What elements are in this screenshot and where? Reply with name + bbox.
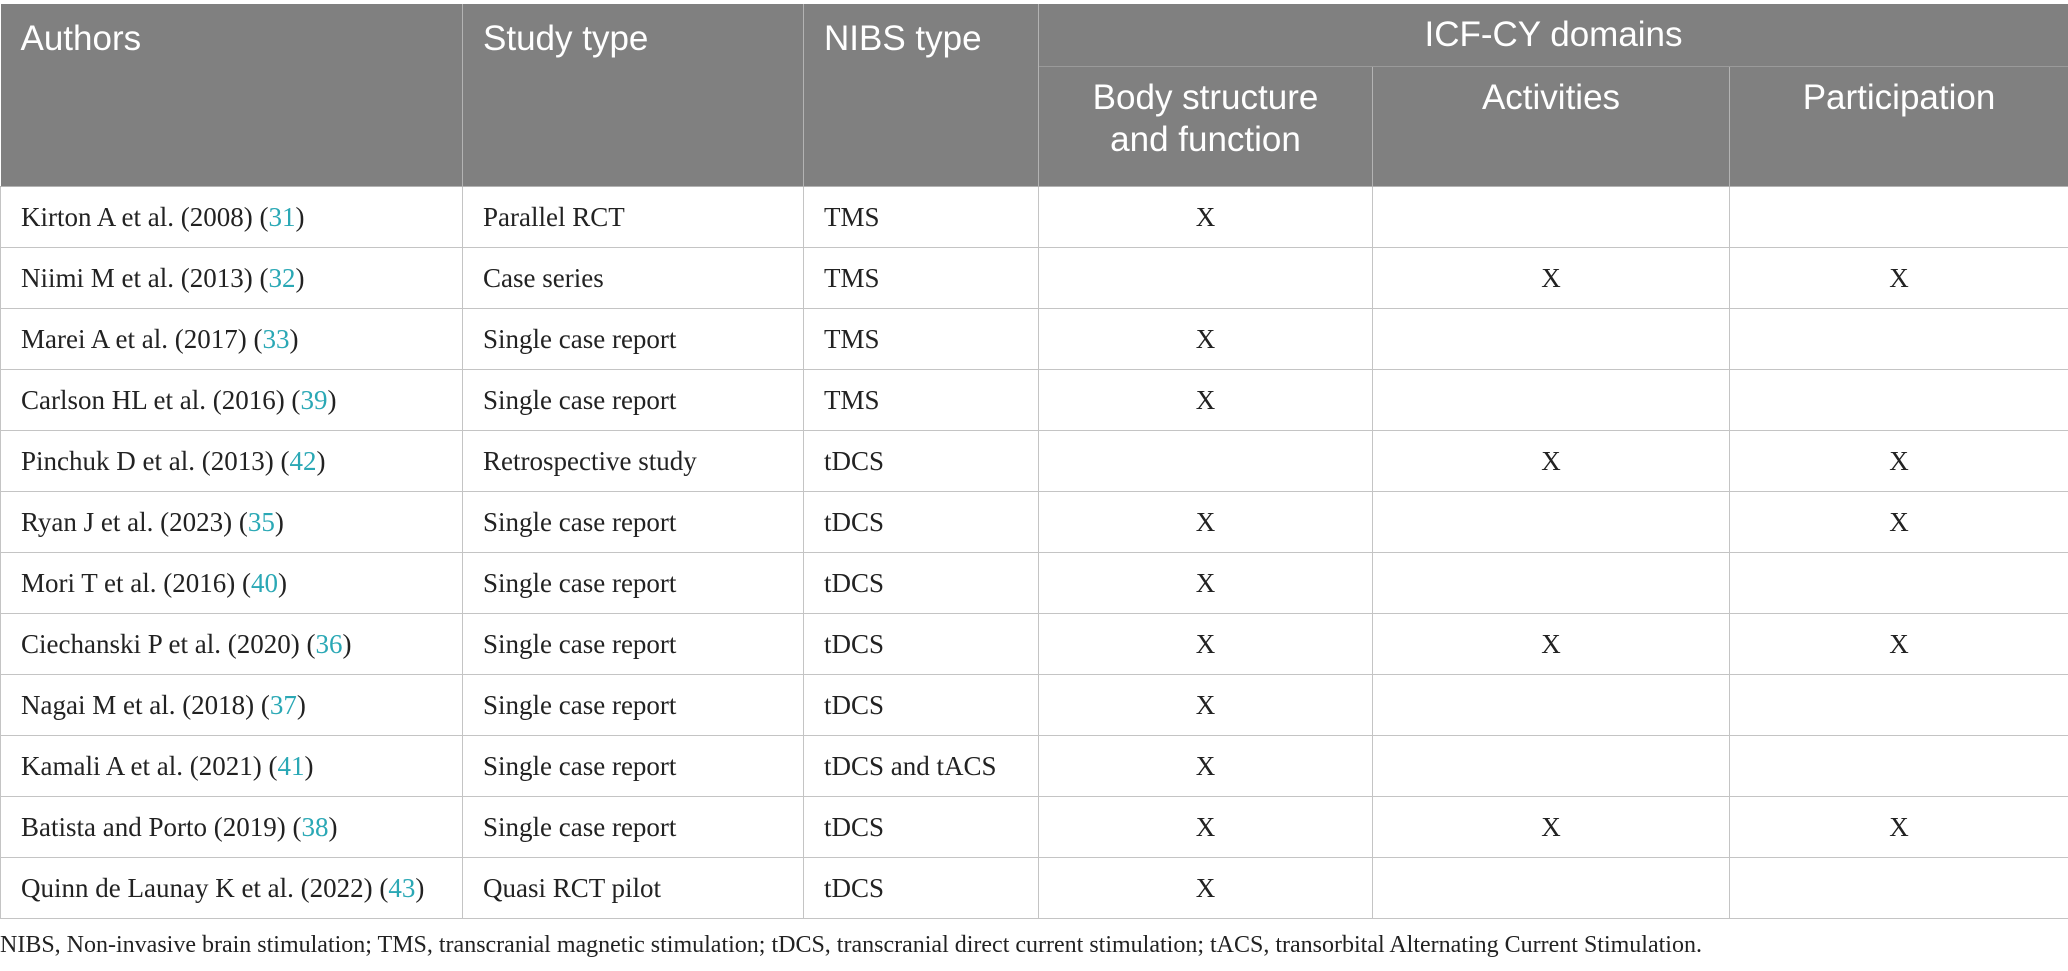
header-participation: Participation <box>1730 67 2068 187</box>
table-row <box>1 309 2068 370</box>
cell-nibs-type: tDCS <box>804 492 1039 553</box>
table-row <box>1 736 2068 797</box>
reference-link[interactable]: 36 <box>315 628 343 659</box>
cell-study-type: Single case report <box>463 675 804 736</box>
author-close-paren: ) <box>289 323 299 354</box>
cell-study-type: Single case report <box>463 309 804 370</box>
cell-author <box>1 553 463 614</box>
header-activities: Activities <box>1373 67 1730 187</box>
author-close-paren: ) <box>316 445 326 476</box>
cell-body-structure: X <box>1039 309 1373 370</box>
reference-link[interactable]: 33 <box>262 323 290 354</box>
cell-author <box>1 614 463 675</box>
author-close-paren: ) <box>304 750 314 781</box>
cell-nibs-type: TMS <box>804 248 1039 309</box>
cell-study-type: Single case report <box>463 736 804 797</box>
cell-study-type: Quasi RCT pilot <box>463 858 804 919</box>
cell-body-structure: X <box>1039 675 1373 736</box>
cell-participation <box>1730 736 2068 797</box>
cell-participation <box>1730 858 2068 919</box>
cell-author <box>1 858 463 919</box>
author-close-paren: ) <box>327 384 337 415</box>
table-row <box>1 614 2068 675</box>
cell-study-type: Single case report <box>463 797 804 858</box>
reference-link[interactable]: 43 <box>388 872 416 903</box>
cell-participation: X <box>1730 797 2068 858</box>
header-body-line2: and function <box>1110 120 1301 160</box>
table-row <box>1 248 2068 309</box>
author-text: Mori T et al. (2016) ( <box>21 567 251 598</box>
cell-nibs-type: tDCS <box>804 858 1039 919</box>
cell-author <box>1 309 463 370</box>
header-authors: Authors <box>1 4 463 187</box>
table-row <box>1 492 2068 553</box>
cell-author <box>1 797 463 858</box>
cell-participation <box>1730 553 2068 614</box>
cell-nibs-type: tDCS <box>804 431 1039 492</box>
author-text: Kirton A et al. (2008) ( <box>21 201 269 232</box>
author-close-paren: ) <box>277 567 287 598</box>
author-close-paren: ) <box>415 872 425 903</box>
table-row <box>1 553 2068 614</box>
cell-participation <box>1730 675 2068 736</box>
reference-link[interactable]: 37 <box>269 689 297 720</box>
author-close-paren: ) <box>295 201 305 232</box>
cell-nibs-type: tDCS <box>804 675 1039 736</box>
cell-activities: X <box>1373 248 1730 309</box>
author-close-paren: ) <box>342 628 352 659</box>
author-text: Ciechanski P et al. (2020) ( <box>21 628 316 659</box>
table-row <box>1 187 2068 248</box>
author-close-paren: ) <box>295 262 305 293</box>
reference-link[interactable]: 35 <box>247 506 275 537</box>
cell-body-structure <box>1039 248 1373 309</box>
cell-author <box>1 675 463 736</box>
table-header <box>1 4 2068 187</box>
author-text: Pinchuk D et al. (2013) ( <box>21 445 290 476</box>
cell-activities: X <box>1373 431 1730 492</box>
study-table-container <box>0 4 2068 919</box>
author-close-paren: ) <box>328 811 338 842</box>
reference-link[interactable]: 38 <box>301 811 329 842</box>
author-close-paren: ) <box>296 689 306 720</box>
cell-participation <box>1730 309 2068 370</box>
author-close-paren: ) <box>274 506 284 537</box>
study-table <box>0 4 2068 919</box>
author-text: Nagai M et al. (2018) ( <box>21 689 270 720</box>
cell-study-type: Parallel RCT <box>463 187 804 248</box>
reference-link[interactable]: 32 <box>268 262 296 293</box>
cell-activities <box>1373 492 1730 553</box>
cell-body-structure: X <box>1039 370 1373 431</box>
cell-nibs-type: TMS <box>804 187 1039 248</box>
cell-body-structure: X <box>1039 736 1373 797</box>
cell-activities <box>1373 309 1730 370</box>
cell-author <box>1 370 463 431</box>
cell-participation <box>1730 370 2068 431</box>
header-body-structure <box>1039 67 1373 187</box>
cell-activities <box>1373 736 1730 797</box>
cell-body-structure: X <box>1039 797 1373 858</box>
cell-nibs-type: tDCS <box>804 614 1039 675</box>
cell-body-structure: X <box>1039 492 1373 553</box>
cell-activities <box>1373 858 1730 919</box>
cell-author <box>1 248 463 309</box>
table-row <box>1 370 2068 431</box>
author-text: Kamali A et al. (2021) ( <box>21 750 278 781</box>
cell-study-type: Single case report <box>463 553 804 614</box>
cell-participation: X <box>1730 492 2068 553</box>
cell-activities <box>1373 675 1730 736</box>
cell-nibs-type: TMS <box>804 309 1039 370</box>
cell-body-structure: X <box>1039 614 1373 675</box>
cell-study-type: Case series <box>463 248 804 309</box>
author-text: Marei A et al. (2017) ( <box>21 323 263 354</box>
table-row <box>1 858 2068 919</box>
cell-participation: X <box>1730 614 2068 675</box>
reference-link[interactable]: 41 <box>277 750 305 781</box>
header-study-type: Study type <box>463 4 804 187</box>
cell-author <box>1 492 463 553</box>
cell-activities: X <box>1373 614 1730 675</box>
cell-study-type: Single case report <box>463 370 804 431</box>
header-body-line1: Body structure <box>1092 78 1319 118</box>
cell-activities <box>1373 553 1730 614</box>
cell-participation <box>1730 187 2068 248</box>
cell-participation: X <box>1730 248 2068 309</box>
cell-nibs-type: tDCS and tACS <box>804 736 1039 797</box>
header-nibs-type: NIBS type <box>804 4 1039 187</box>
author-text: Batista and Porto (2019) ( <box>21 811 302 842</box>
table-row <box>1 675 2068 736</box>
cell-activities <box>1373 370 1730 431</box>
cell-nibs-type: TMS <box>804 370 1039 431</box>
cell-study-type: Single case report <box>463 614 804 675</box>
author-text: Niimi M et al. (2013) ( <box>21 262 269 293</box>
cell-author <box>1 431 463 492</box>
cell-body-structure: X <box>1039 187 1373 248</box>
cell-body-structure: X <box>1039 553 1373 614</box>
table-footnote: NIBS, Non-invasive brain stimulation; TMS, transcranial magnetic stimulation; tDCS, transcranial direct current stimulation; tACS, transorbital Alternating Current Stimulation. <box>0 932 1702 958</box>
cell-nibs-type: tDCS <box>804 553 1039 614</box>
cell-activities <box>1373 187 1730 248</box>
cell-nibs-type: tDCS <box>804 797 1039 858</box>
cell-participation: X <box>1730 431 2068 492</box>
reference-link[interactable]: 31 <box>268 201 296 232</box>
header-icf-cy-domains: ICF-CY domains <box>1039 4 2068 67</box>
reference-link[interactable]: 40 <box>250 567 278 598</box>
cell-body-structure <box>1039 431 1373 492</box>
table-row <box>1 797 2068 858</box>
reference-link[interactable]: 39 <box>300 384 328 415</box>
table-row <box>1 431 2068 492</box>
cell-study-type: Retrospective study <box>463 431 804 492</box>
author-text: Quinn de Launay K et al. (2022) ( <box>21 872 389 903</box>
cell-author <box>1 736 463 797</box>
cell-body-structure: X <box>1039 858 1373 919</box>
cell-author <box>1 187 463 248</box>
table-body <box>1 187 2068 919</box>
cell-activities: X <box>1373 797 1730 858</box>
cell-study-type: Single case report <box>463 492 804 553</box>
author-text: Ryan J et al. (2023) ( <box>21 506 248 537</box>
reference-link[interactable]: 42 <box>289 445 317 476</box>
author-text: Carlson HL et al. (2016) ( <box>21 384 301 415</box>
